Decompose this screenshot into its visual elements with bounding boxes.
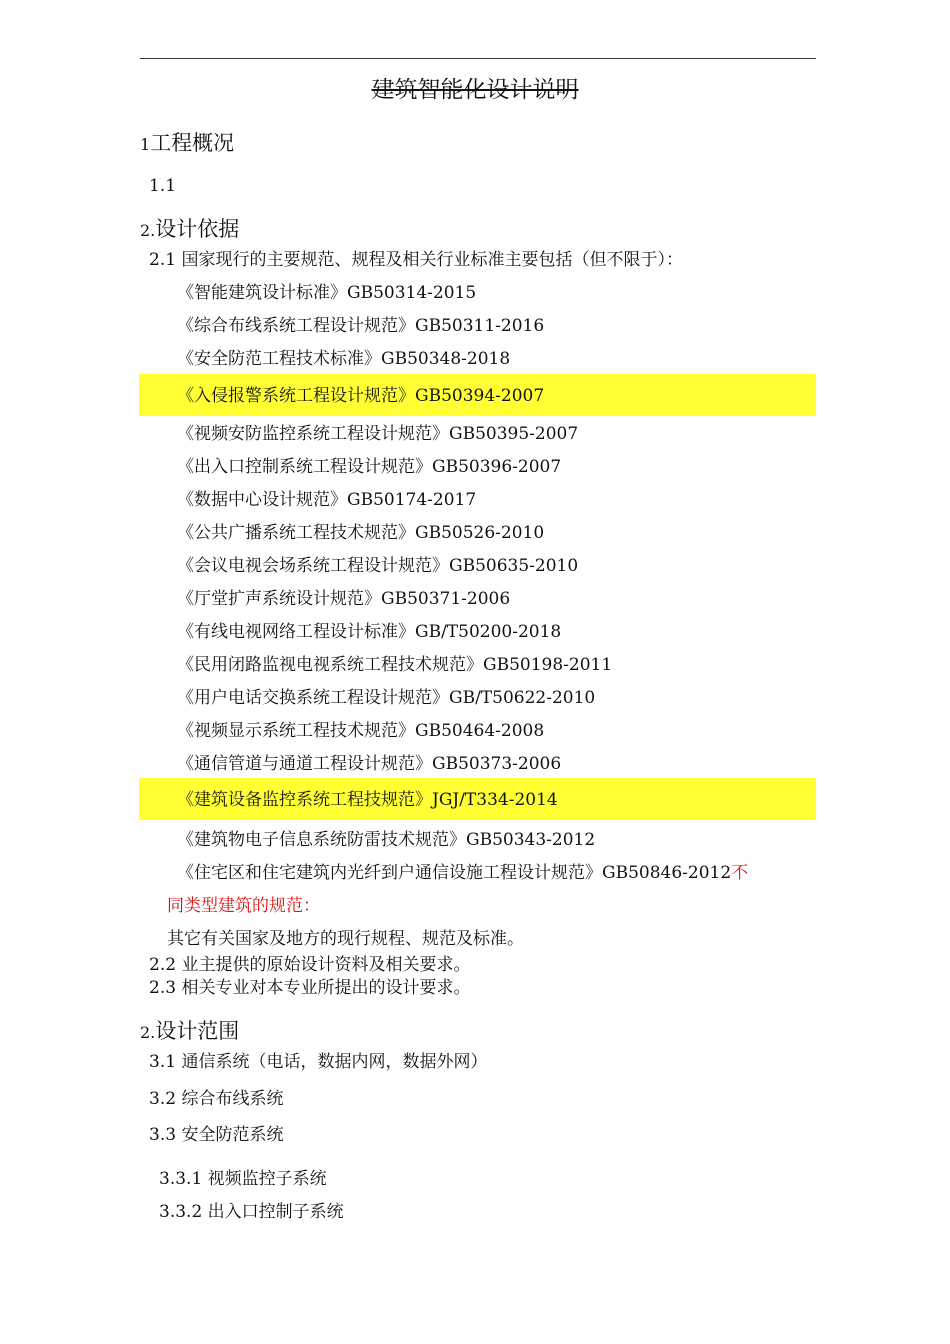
section-1-title: 工程概况 <box>150 131 235 155</box>
item-2-1-intro: 2.1 国家现行的主要规范、规程及相关行业标准主要包括（但不限于）： <box>149 250 683 270</box>
item-3-2: 3.2 综合布线系统 <box>149 1089 284 1109</box>
section-3-title: 设计范围 <box>155 1019 240 1043</box>
item-2-2: 2.2 业主提供的原始设计资料及相关要求。 <box>149 955 471 975</box>
item-3-3-1: 3.3.1 视频监控子系统 <box>159 1169 327 1189</box>
standard-item-highlighted: 《建筑设备监控系统工程技规范》JGJ/T334-2014 <box>177 790 558 810</box>
section-1-heading <box>140 133 234 154</box>
red-note-start: 不 <box>731 863 749 883</box>
standard-item: 《会议电视会场系统工程设计规范》GB50635-2010 <box>177 556 579 576</box>
standard-item: 《民用闭路监视电视系统工程技术规范》GB50198-2011 <box>177 655 613 675</box>
standard-item: 《综合布线系统工程设计规范》GB50311-2016 <box>177 316 545 336</box>
header-rule <box>140 58 816 59</box>
item-3-3-2: 3.3.2 出入口控制子系统 <box>159 1202 344 1222</box>
standard-item: 《视频安防监控系统工程设计规范》GB50395-2007 <box>177 424 579 444</box>
standard-item-text: 《住宅区和住宅建筑内光纤到户通信设施工程设计规范》GB50846-2012 <box>177 863 732 883</box>
standard-item: 《通信管道与通道工程设计规范》GB50373-2006 <box>177 754 562 774</box>
standard-item: 《视频显示系统工程技术规范》GB50464-2008 <box>177 721 545 741</box>
standard-item: 《建筑物电子信息系统防雷技术规范》GB50343-2012 <box>177 830 596 850</box>
section-2-title: 设计依据 <box>155 217 240 241</box>
red-note-continued: 同类型建筑的规范： <box>167 896 320 916</box>
item-2-3: 2.3 相关专业对本专业所提出的设计要求。 <box>149 978 471 998</box>
standard-item: 《用户电话交换系统工程设计规范》GB/T50622-2010 <box>177 688 596 708</box>
item-3-1: 3.1 通信系统（电话，数据内网，数据外网） <box>149 1052 488 1072</box>
standard-item: 《智能建筑设计标准》GB50314-2015 <box>177 283 477 303</box>
section-3-heading <box>140 1021 239 1042</box>
standard-item: 《出入口控制系统工程设计规范》GB50396-2007 <box>177 457 562 477</box>
document-title: 建筑智能化设计说明 <box>371 77 579 103</box>
standard-item-highlighted: 《入侵报警系统工程设计规范》GB50394-2007 <box>177 386 545 406</box>
standard-item: 《厅堂扩声系统设计规范》GB50371-2006 <box>177 589 511 609</box>
other-standards-note: 其它有关国家及地方的现行规程、规范及标准。 <box>167 929 524 949</box>
section-2-number: 2. <box>140 221 156 240</box>
section-3-number: 2. <box>140 1023 156 1042</box>
item-3-3: 3.3 安全防范系统 <box>149 1125 284 1145</box>
standard-item: 《有线电视网络工程设计标准》GB/T50200-2018 <box>177 622 562 642</box>
standard-item-last <box>177 865 748 882</box>
section-2-heading <box>140 219 239 240</box>
item-1-1: 1.1 <box>149 176 177 196</box>
standard-item: 《公共广播系统工程技术规范》GB50526-2010 <box>177 523 545 543</box>
standard-item: 《数据中心设计规范》GB50174-2017 <box>177 490 477 510</box>
standard-item: 《安全防范工程技术标准》GB50348-2018 <box>177 349 511 369</box>
section-1-number: 1 <box>140 135 151 154</box>
